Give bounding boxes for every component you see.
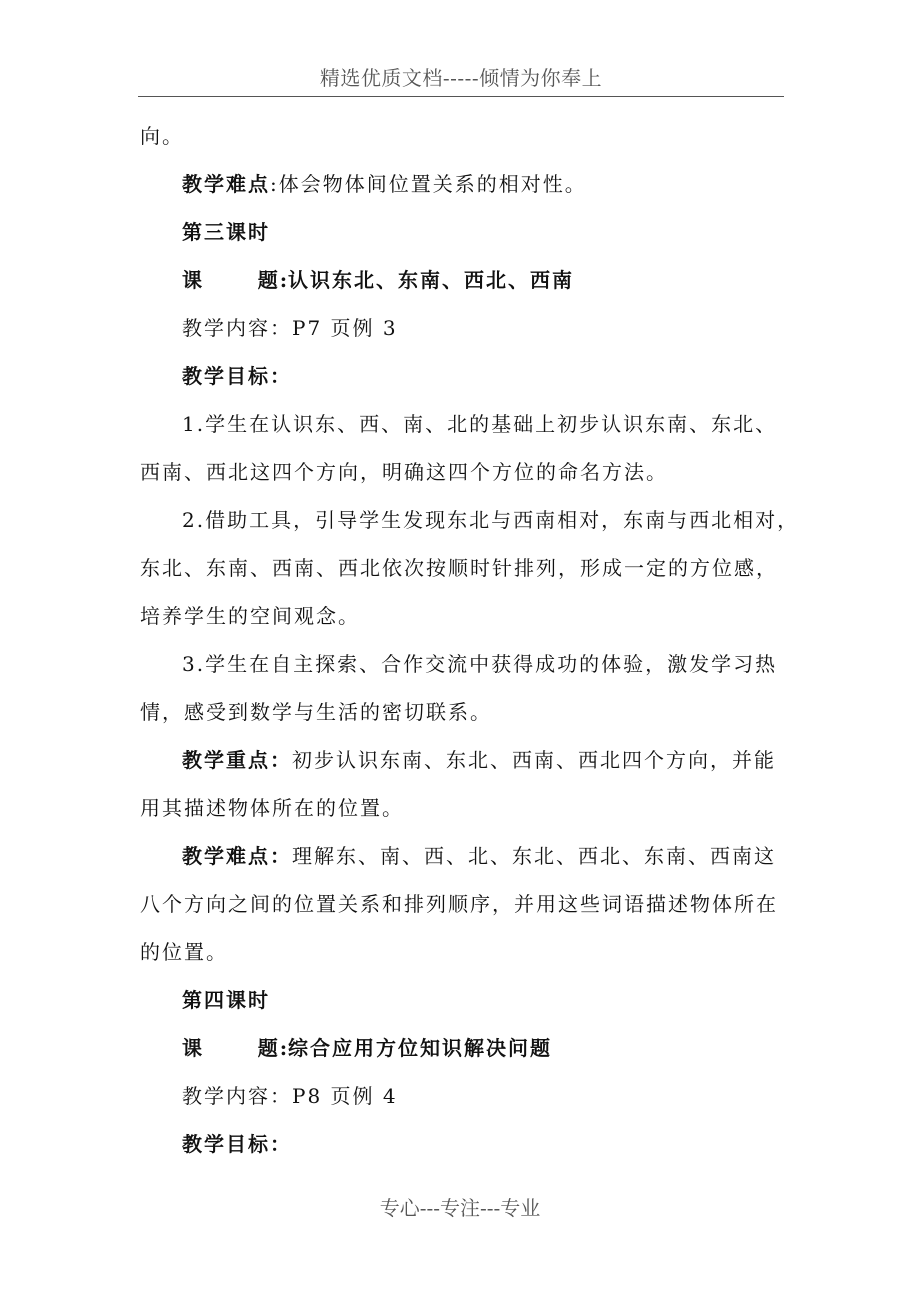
objectives-heading-4: 教学目标： — [182, 1132, 292, 1156]
objective-2-line-3: 培养学生的空间观念。 — [140, 604, 360, 628]
content-line-4: 教学内容：P8 页例 4 — [182, 1084, 398, 1108]
topic-text: 认识东北、东南、西北、西南 — [288, 268, 574, 292]
difficulty-text: 理解东、南、西、北、东北、西北、东南、西南这 — [292, 844, 776, 868]
difficulty-line-3: 八个方向之间的位置关系和排列顺序，并用这些词语描述物体所在 — [140, 892, 778, 916]
key-point-line-2: 用其描述物体所在的位置。 — [140, 796, 404, 820]
objective-1-line-1: 1.学生在认识东、西、南、北的基础上初步认识东南、东北、 — [182, 412, 778, 436]
objective-3-line-1: 3.学生在自主探索、合作交流中获得成功的体验，激发学习热 — [182, 652, 778, 676]
lesson-heading-3: 第三课时 — [182, 220, 270, 244]
topic-text: 综合应用方位知识解决问题 — [288, 1036, 552, 1060]
objective-2-line-1: 2.借助工具，引导学生发现东北与西南相对，东南与西北相对， — [182, 508, 800, 532]
objective-3-line-2: 情，感受到数学与生活的密切联系。 — [140, 700, 492, 724]
key-point-line-1 — [140, 736, 780, 784]
paragraph-line: 向。 — [140, 124, 184, 148]
key-point-label: 教学重点： — [182, 748, 292, 772]
objectives-heading-3: 教学目标： — [182, 364, 292, 388]
topic-line-4 — [140, 1024, 780, 1072]
difficulty-line-1 — [140, 160, 780, 208]
objective-2-line-2: 东北、东南、西南、西北依次按顺时针排列，形成一定的方位感， — [140, 556, 778, 580]
difficulty-line-4: 的位置。 — [140, 940, 228, 964]
topic-line-3 — [140, 256, 780, 304]
topic-label: 课 题: — [182, 268, 290, 292]
objective-1-line-2: 西南、西北这四个方向，明确这四个方位的命名方法。 — [140, 460, 668, 484]
difficulty-text: :体会物体间位置关系的相对性。 — [270, 172, 587, 196]
page-footer: 专心---专注---专业 — [379, 1196, 541, 1220]
lesson-heading-4: 第四课时 — [182, 988, 270, 1012]
difficulty-label: 教学难点 — [182, 172, 270, 196]
difficulty-label: 教学难点： — [182, 844, 292, 868]
page-header: 精选优质文档-----倾情为你奉上 — [138, 64, 784, 97]
difficulty-line-2 — [140, 832, 780, 880]
content-line-3: 教学内容：P7 页例 3 — [182, 316, 398, 340]
topic-label: 课 题: — [182, 1036, 290, 1060]
document-body — [140, 112, 800, 1168]
key-point-text: 初步认识东南、东北、西南、西北四个方向，并能 — [292, 748, 776, 772]
